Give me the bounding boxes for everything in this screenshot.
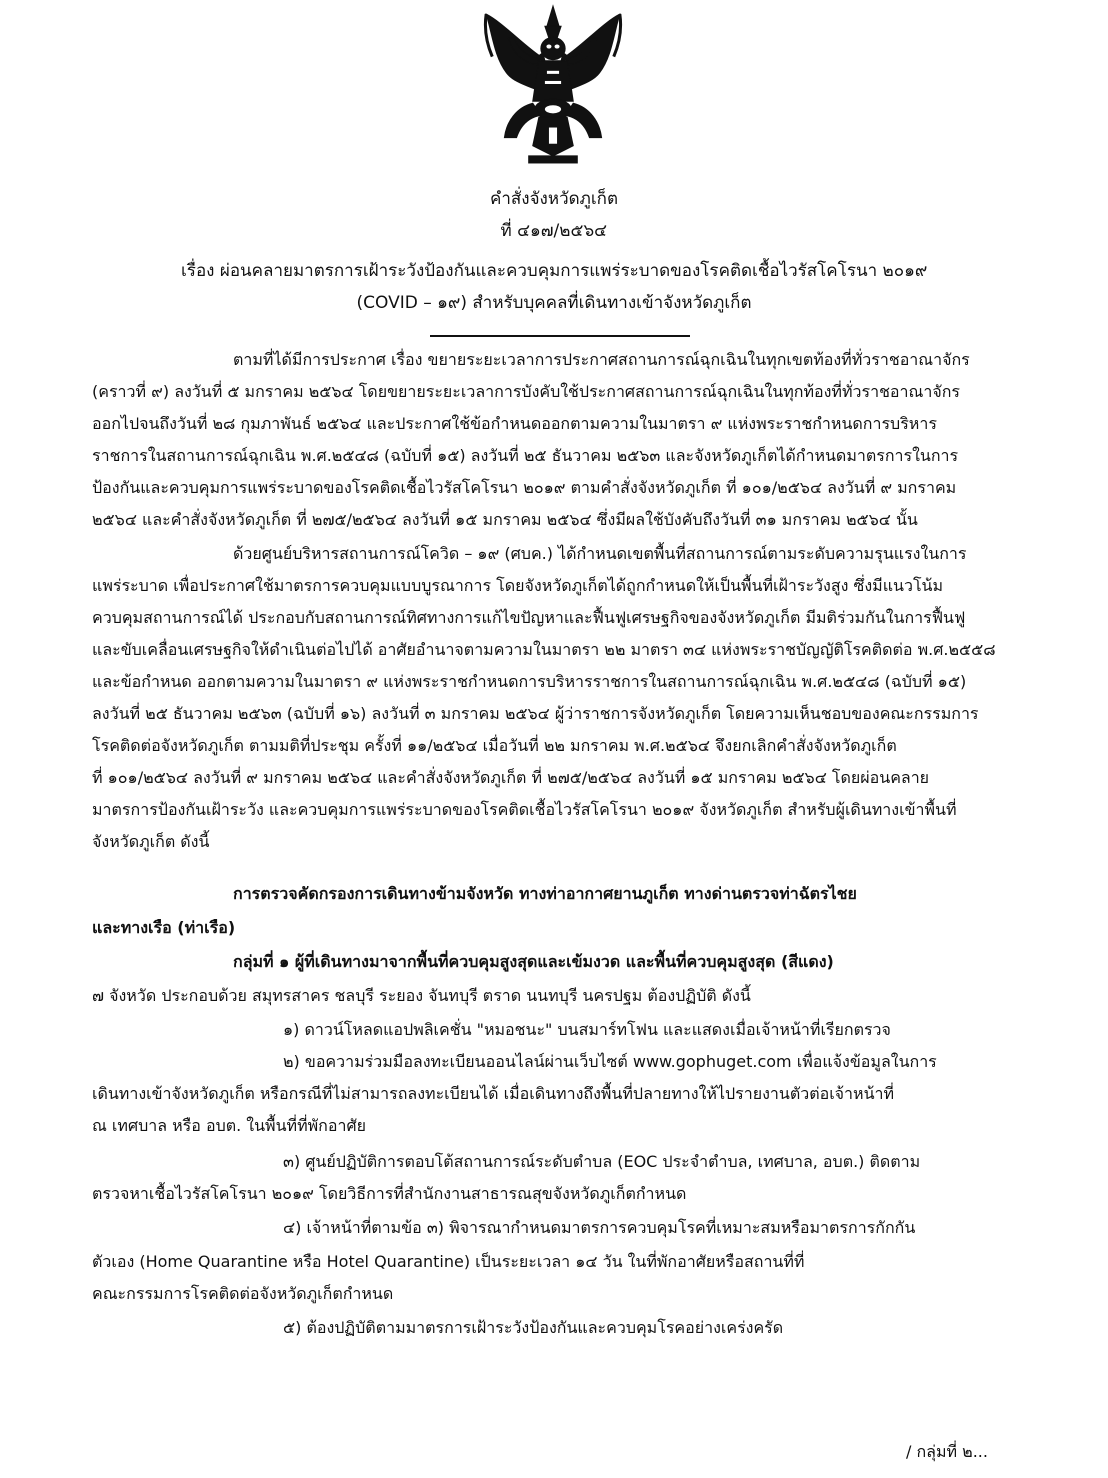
paragraph-2-line: จังหวัดภูเก็ต ดังนี้ [92, 832, 210, 851]
paragraph-1-line: ออกไปจนถึงวันที่ ๒๘ กุมภาพันธ์ ๒๕๖๔ และประกาศใช้ข้อกำหนดออกตามความในมาตรา ๙ แห่งพระราชกำหนดการบริหาร [92, 414, 937, 433]
order-title: คำสั่งจังหวัดภูเก็ต [490, 189, 618, 209]
paragraph-1-line: ตามที่ได้มีการประกาศ เรื่อง ขยายระยะเวลาการประกาศสถานการณ์ฉุกเฉินในทุกเขตท้องที่ทั่วราชอาณาจักร [233, 350, 970, 369]
paragraph-2-line: ควบคุมสถานการณ์ได้ ประกอบกับสถานการณ์ทิศทางการแก้ไขปัญหาและฟื้นฟูเศรษฐกิจของจังหวัดภูเก็ต มีมติร่วมกันในการฟื้นฟู [92, 608, 966, 627]
paragraph-1-line: ป้องกันและควบคุมการแพร่ระบาดของโรคติดเชื้อไวรัสโคโรนา ๒๐๑๙ ตามคำสั่งจังหวัดภูเก็ต ที่ ๑๐๑/๒๕๖๔ ลงวันที่ ๙ มกราคม [92, 478, 957, 497]
order-number: ที่ ๔๑๗/๒๕๖๔ [500, 221, 608, 241]
paragraph-2-line: ลงวันที่ ๒๕ ธันวาคม ๒๕๖๓ (ฉบับที่ ๑๖) ลงวันที่ ๓ มกราคม ๒๕๖๔ ผู้ว่าราชการจังหวัดภูเก็ต โดยความเห็นชอบของคณะกรรมการ [92, 704, 979, 723]
paragraph-2-line: โรคติดต่อจังหวัดภูเก็ต ตามมติที่ประชุม ครั้งที่ ๑๑/๒๕๖๔ เมื่อวันที่ ๒๒ มกราคม พ.ศ.๒๕๖๔ จึงยกเลิกคำสั่งจังหวัดภูเก็ต [92, 736, 897, 755]
paragraph-1-line: ๒๕๖๔ และคำสั่งจังหวัดภูเก็ต ที่ ๒๗๕/๒๕๖๔ ลงวันที่ ๑๕ มกราคม ๒๕๖๔ ซึ่งมีผลใช้บังคับถึงวันที่ ๓๑ มกราคม ๒๕๖๔ นั้น [92, 510, 918, 529]
requirement-item-5: ๕) ต้องปฏิบัติตามมาตรการเฝ้าระวังป้องกันและควบคุมโรคอย่างเคร่งครัด [283, 1318, 784, 1337]
garuda-emblem-icon [482, 4, 624, 166]
paragraph-2-line: ด้วยศูนย์บริหารสถานการณ์โควิด – ๑๙ (ศบค.) ได้กำหนดเขตพื้นที่สถานการณ์ตามระดับความรุนแรงในการ [233, 544, 967, 563]
group-1-heading-line: กลุ่มที่ ๑ ผู้ที่เดินทางมาจากพื้นที่ควบคุมสูงสุดและเข้มงวด และพื้นที่ควบคุมสูงสุด (สีแดง) [233, 952, 834, 971]
requirement-item-2: ๒) ขอความร่วมมือลงทะเบียนออนไลน์ผ่านเว็บไซต์ www.gophuget.com เพื่อแจ้งข้อมูลในการ [283, 1052, 937, 1071]
requirement-item-3: ๓) ศูนย์ปฏิบัติการตอบโต้สถานการณ์ระดับตำบล (EOC ประจำตำบล, เทศบาล, อบต.) ติดตาม [283, 1152, 921, 1171]
paragraph-2-line: และข้อกำหนด ออกตามความในมาตรา ๙ แห่งพระราชกำหนดการบริหารราชการในสถานการณ์ฉุกเฉิน พ.ศ.๒๕๔๘ (ฉบับที่ ๑๕) [92, 672, 967, 691]
group-1-heading-line: ๗ จังหวัด ประกอบด้วย สมุทรสาคร ชลบุรี ระยอง จันทบุรี ตราด นนทบุรี นครปฐม ต้องปฏิบัติ ดังนี้ [92, 986, 751, 1005]
requirement-item-3-line: ตรวจหาเชื้อไวรัสโคโรนา ๒๐๑๙ โดยวิธีการที่สำนักงานสาธารณสุขจังหวัดภูเก็ตกำหนด [92, 1184, 687, 1203]
requirement-item-2-line: เดินทางเข้าจังหวัดภูเก็ต หรือกรณีที่ไม่สามารถลงทะเบียนได้ เมื่อเดินทางถึงพื้นที่ปลายทางให้ไปรายงานตัวต่อเจ้าหน้าที่ [92, 1084, 895, 1103]
order-subject-line-1: เรื่อง ผ่อนคลายมาตรการเฝ้าระวังป้องกันและควบคุมการแพร่ระบาดของโรคติดเชื้อไวรัสโคโรนา ๒๐๑๙ [181, 261, 928, 281]
requirement-item-4-line: ตัวเอง (Home Quarantine หรือ Hotel Quarantine) เป็นระยะเวลา ๑๔ วัน ในที่พักอาศัยหรือสถานที่ที่ [92, 1252, 805, 1271]
paragraph-2-line: มาตรการป้องกันเฝ้าระวัง และควบคุมการแพร่ระบาดของโรคติดเชื้อไวรัสโคโรนา ๒๐๑๙ จังหวัดภูเก็ต สำหรับผู้เดินทางเข้าพื้นที่ [92, 800, 957, 819]
requirement-item-4: ๔) เจ้าหน้าที่ตามข้อ ๓) พิจารณากำหนดมาตรการควบคุมโรคที่เหมาะสมหรือมาตรการกักกัน [283, 1218, 916, 1237]
requirement-item-1: ๑) ดาวน์โหลดแอปพลิเคชั่น "หมอชนะ" บนสมาร์ทโฟน และแสดงเมื่อเจ้าหน้าที่เรียกตรวจ [283, 1020, 891, 1039]
section-heading-line: การตรวจคัดกรองการเดินทางข้ามจังหวัด ทางท่าอากาศยานภูเก็ต ทางด่านตรวจท่าฉัตรไชย [233, 884, 857, 903]
paragraph-2-line: ที่ ๑๐๑/๒๕๖๔ ลงวันที่ ๙ มกราคม ๒๕๖๔ และคำสั่งจังหวัดภูเก็ต ที่ ๒๗๕/๒๕๖๔ ลงวันที่ ๑๕ มกราคม ๒๕๖๔ โดยผ่อนคลาย [92, 768, 930, 787]
section-heading-line: และทางเรือ (ท่าเรือ) [92, 918, 236, 937]
page-continuation: / กลุ่มที่ ๒... [906, 1442, 988, 1461]
paragraph-2-line: แพร่ระบาด เพื่อประกาศใช้มาตรการควบคุมแบบบูรณาการ โดยจังหวัดภูเก็ตได้ถูกกำหนดให้เป็นพื้นที่เฝ้าระวังสูง ซึ่งมีแนวโน้ม [92, 576, 944, 595]
requirement-item-4-line: คณะกรรมการโรคติดต่อจังหวัดภูเก็ตกำหนด [92, 1284, 394, 1303]
paragraph-1-line: ราชการในสถานการณ์ฉุกเฉิน พ.ศ.๒๕๔๘ (ฉบับที่ ๑๕) ลงวันที่ ๒๕ ธันวาคม ๒๕๖๓ และจังหวัดภูเก็ตได้กำหนดมาตรการในการ [92, 446, 959, 465]
header-divider [430, 335, 690, 337]
paragraph-2-line: และขับเคลื่อนเศรษฐกิจให้ดำเนินต่อไปได้ อาศัยอำนาจตามความในมาตรา ๒๒ มาตรา ๓๔ แห่งพระราชบัญญัติโรคติดต่อ พ.ศ.๒๕๕๘ [92, 640, 996, 659]
order-subject-line-2: (COVID – ๑๙) สำหรับบุคคลที่เดินทางเข้าจังหวัดภูเก็ต [356, 293, 752, 313]
requirement-item-2-line: ณ เทศบาล หรือ อบต. ในพื้นที่ที่พักอาศัย [92, 1116, 366, 1135]
paragraph-1-line: (คราวที่ ๙) ลงวันที่ ๕ มกราคม ๒๕๖๔ โดยขยายระยะเวลาการบังคับใช้ประกาศสถานการณ์ฉุกเฉินในทุกท้องที่ทั่วราชอาณาจักร [92, 382, 960, 401]
